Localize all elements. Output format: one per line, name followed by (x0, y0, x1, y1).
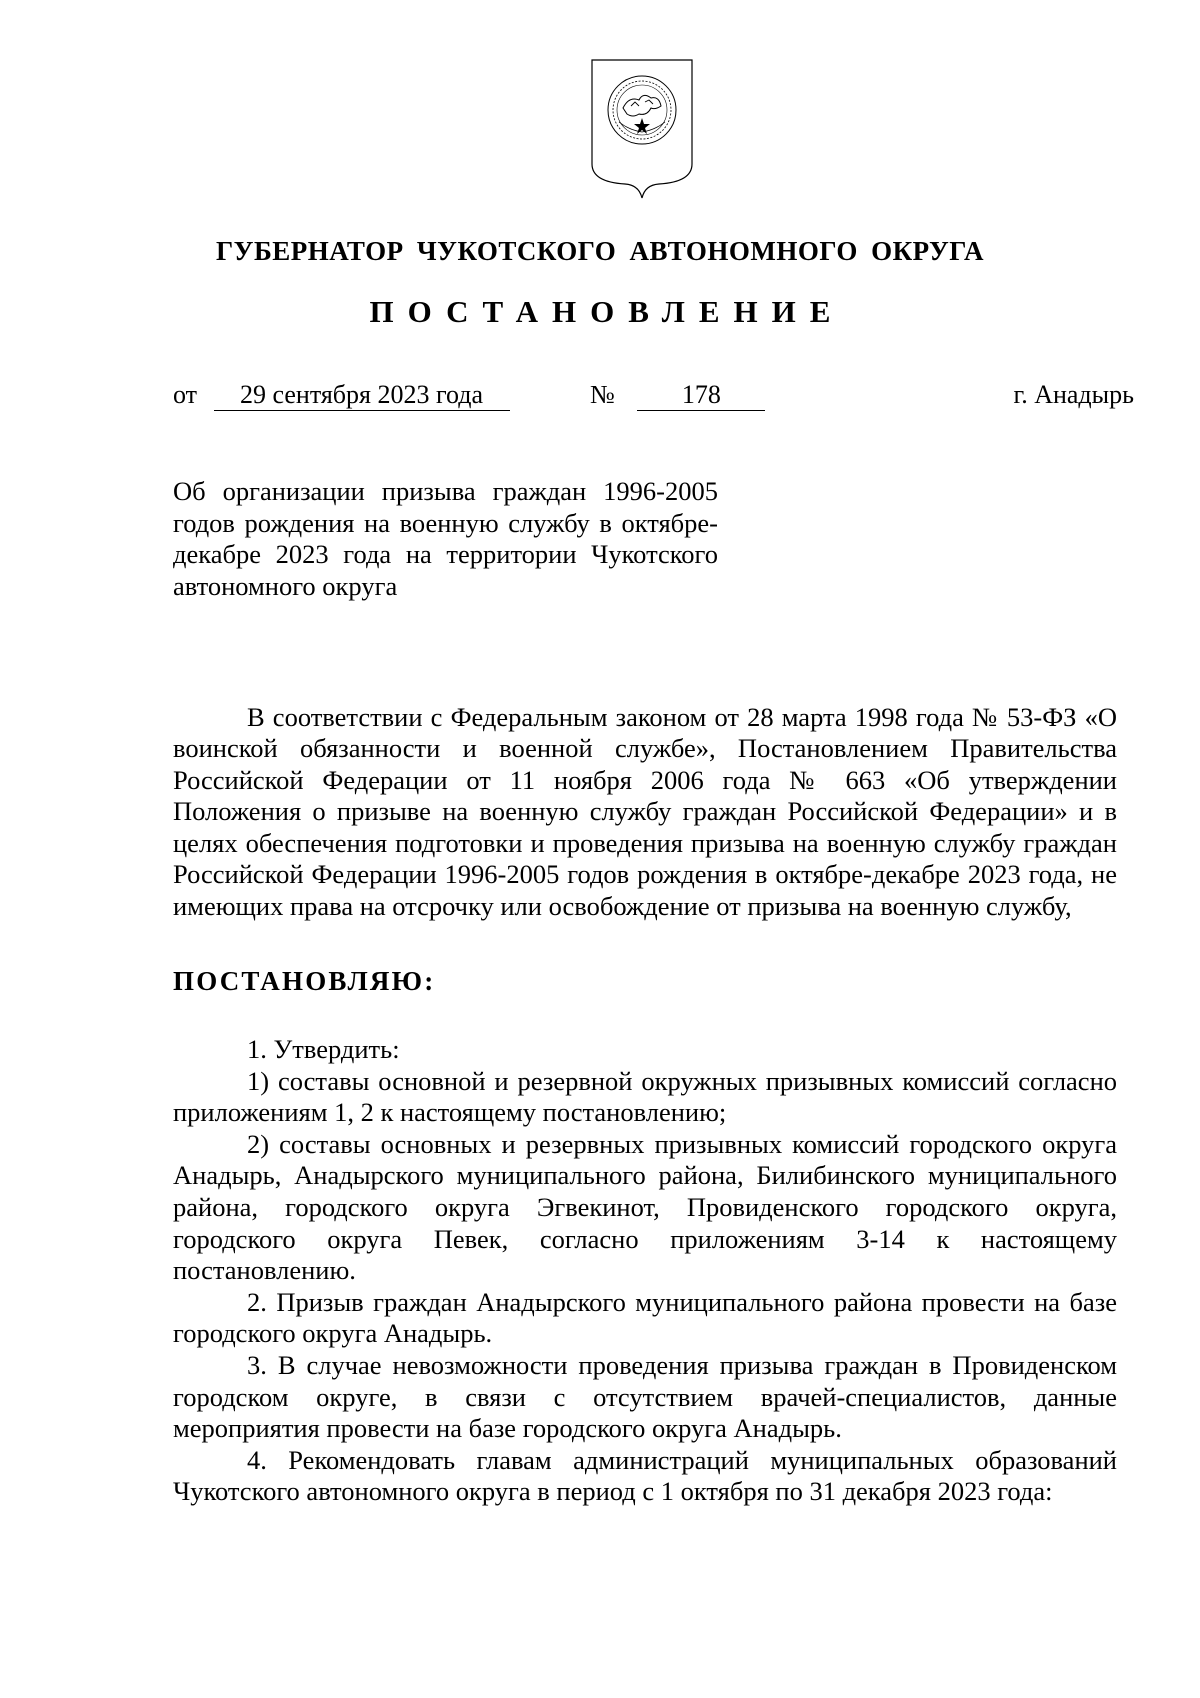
document-type-title: ПОСТАНОВЛЕНИЕ (369, 294, 845, 329)
document-place: г. Анадырь (1013, 380, 1134, 409)
decree-item: 1) составы основной и резервной окружных призывных комиссий согласно приложениям 1, 2 к настоящему постановлению; (173, 1065, 1117, 1128)
document-date: 29 сентября 2023 года (214, 380, 510, 411)
decree-item: 2) составы основных и резервных призывных комиссий городского округа Анадырь, Анадырского муниципального района, Билибинского муниципального района, городского округа Эгвекинот, Провиденского городского округа, городского округа Певек, согласно приложениям 3-14 к настоящему постановлению. (173, 1128, 1117, 1286)
decree-item: 4. Рекомендовать главам администраций муниципальных образований Чукотского автономного округа в период с 1 октября по 31 декабря 2023 года: (173, 1444, 1117, 1507)
number-prefix: № (590, 380, 615, 409)
document-number: 178 (637, 380, 765, 411)
decree-item: 2. Призыв граждан Анадырского муниципального района провести на базе городского округа Анадырь. (173, 1286, 1117, 1349)
decree-heading: ПОСТАНОВЛЯЮ: (173, 966, 436, 996)
decree-item: 1. Утвердить: (247, 1034, 400, 1064)
issuing-authority: ГУБЕРНАТОР ЧУКОТСКОГО АВТОНОМНОГО ОКРУГА (215, 236, 985, 266)
coat-of-arms-icon (589, 56, 695, 204)
document-subject: Об организации призыва граждан 1996-2005 годов рождения на военную службу в октябре-декабре 2023 года на территории Чукотского автономного округа (173, 476, 718, 601)
date-prefix: от (173, 380, 198, 409)
document-number-line (590, 380, 765, 411)
decree-item: 3. В случае невозможности проведения призыва граждан в Провиденском городском округе, в связи с отсутствием врачей-специалистов, данные мероприятия провести на базе городского округа Анадырь. (173, 1349, 1117, 1444)
document-date-line (173, 380, 510, 411)
decree-items (173, 1034, 1117, 1508)
preamble-paragraph: В соответствии с Федеральным законом от 28 марта 1998 года № 53-ФЗ «О воинской обязанности и военной службе», Постановлением Правительства Российской Федерации от 11 ноября 2006 года № 663 «Об утверждении Положения о призыве на военную службу граждан Российской Федерации» и в целях обеспечения подготовки и проведения призыва на военную службу граждан Российской Федерации 1996-2005 годов рождения в октябре-декабре 2023 года, не имеющих права на отсрочку или освобождение от призыва на военную службу, (173, 701, 1117, 922)
